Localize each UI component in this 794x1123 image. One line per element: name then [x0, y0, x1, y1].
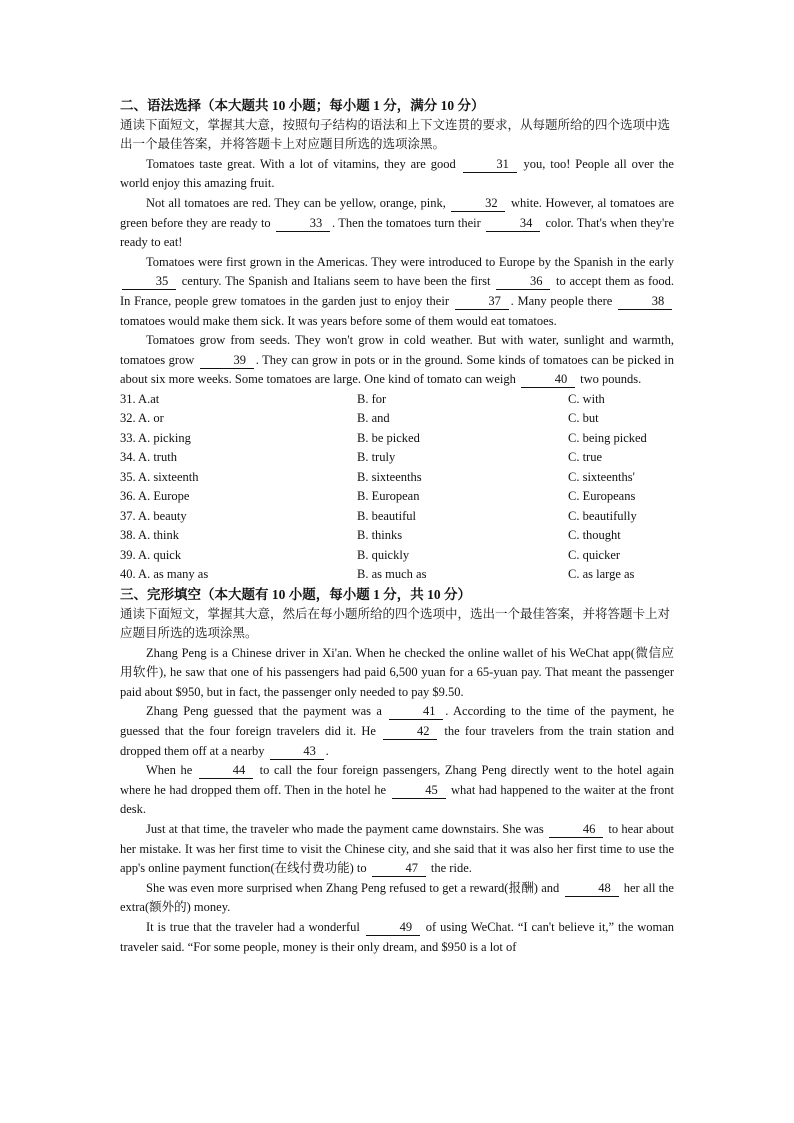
passage-text: color. That's when they're ready to eat! — [120, 215, 674, 250]
option-b: B. be picked — [357, 430, 420, 445]
passage-text: tomatoes would make them sick. It was years before some of them would eat tomatoes. — [120, 313, 557, 328]
options-list — [120, 390, 674, 585]
passage-text: the four travelers from the train station and dropped them off at a nearby — [120, 724, 674, 758]
option-c: C. thought — [568, 528, 621, 543]
option-c: C. being picked — [568, 430, 647, 445]
option-a: 37. A. beauty — [120, 508, 187, 523]
option-b: B. quickly — [357, 547, 410, 562]
passage-paragraph — [120, 761, 674, 820]
option-a: 34. A. truth — [120, 450, 177, 465]
section-2-instructions: 通读下面短文，掌握其大意，按照句子结构的语法和上下文连贯的要求，从每题所给的四个选项中选出一个最佳答案，并将答题卡上对应题目所选的选项涂黑。 — [120, 117, 671, 152]
option-c: C. as large as — [568, 567, 635, 582]
passage-text: you, too! People all over the world enjoy this amazing fruit. — [120, 156, 674, 191]
option-a: 35. A. sixteenth — [120, 469, 199, 484]
option-c: C. with — [568, 391, 605, 406]
option-b: B. beautiful — [357, 508, 417, 523]
option-c: C. beautifully — [568, 508, 637, 523]
section-3-instructions: 通读下面短文，掌握其大意，然后在每小题所给的四个选项中，选出一个最佳答案，并将答题卡上对应题目所选的选项涂黑。 — [120, 606, 671, 641]
option-c: C. true — [568, 450, 603, 465]
option-a: 33. A. picking — [120, 430, 191, 445]
option-row — [120, 448, 674, 468]
option-b: B. and — [357, 411, 390, 426]
option-row — [120, 468, 674, 488]
passage-text: her all the extra(额外的) money. — [120, 880, 674, 915]
passage-text: of using WeChat. “I can't believe it,” the woman traveler said. “For some people, money is their only dream, and $950 is a lot of — [120, 920, 674, 954]
passage-text: to call the four foreign passengers, Zhang Peng directly went to the hotel again where he had dropped them off. Then in the hotel he — [120, 763, 674, 797]
passage-paragraph — [120, 702, 674, 761]
passage-text: to accept them as food. In France, people grew tomatoes in the garden just to enjoy their — [120, 274, 674, 308]
option-row — [120, 546, 674, 566]
answer-blank: 39 — [200, 353, 254, 369]
option-b: B. as much as — [357, 567, 427, 582]
answer-blank: 46 — [549, 822, 603, 838]
option-row — [120, 565, 674, 585]
passage-text: Not all tomatoes are red. They can be yellow, orange, pink, — [146, 195, 450, 210]
passage-text: . Many people there — [510, 293, 616, 308]
passage-text: . They can grow in pots or in the ground. Some kinds of tomatoes can be picked in about six more weeks. Some tomatoes are large. One kind of tomato can weigh — [120, 352, 674, 387]
option-row — [120, 390, 674, 410]
option-a: 32. A. or — [120, 411, 164, 426]
answer-blank: 41 — [389, 704, 443, 720]
option-a: 40. A. as many as — [120, 567, 209, 582]
passage-text: . — [325, 743, 329, 758]
answer-blank: 35 — [122, 274, 176, 290]
passage-text: Zhang Peng is a Chinese driver in Xi'an. When he checked the online wallet of his WeChat app(微信应用软件), he saw that one of his passengers had paid 6,500 yuan for a 65-yuan pay. That meant the passenger paid about $950, but in fact, the passenger only needed to pay $9.50. — [120, 645, 674, 699]
answer-blank: 47 — [372, 861, 426, 877]
option-c: C. but — [568, 411, 599, 426]
option-b: B. European — [357, 489, 420, 504]
option-a: 39. A. quick — [120, 547, 182, 562]
answer-blank: 49 — [366, 920, 420, 936]
answer-blank: 31 — [463, 157, 517, 173]
option-row — [120, 526, 674, 546]
passage-text: what had happened to the waiter at the front desk. — [120, 782, 674, 817]
exam-page — [120, 96, 674, 957]
answer-blank: 36 — [496, 274, 550, 290]
option-b: B. for — [357, 391, 387, 406]
passage-paragraph — [120, 253, 674, 331]
option-row — [120, 429, 674, 449]
answer-blank: 45 — [392, 783, 446, 799]
passage-paragraph — [120, 644, 674, 703]
option-c: C. sixteenths' — [568, 469, 635, 484]
answer-blank: 37 — [455, 294, 509, 310]
passage-text: the ride. — [427, 861, 472, 876]
passage-text: Zhang Peng guessed that the payment was a — [146, 704, 388, 719]
passage-text: When he — [146, 763, 197, 778]
option-b: B. truly — [357, 450, 396, 465]
answer-blank: 48 — [565, 881, 619, 897]
passage-text: two pounds. — [576, 372, 642, 387]
option-a: 38. A. think — [120, 528, 180, 543]
answer-blank: 40 — [521, 372, 575, 388]
option-a: 31. A.at — [120, 391, 160, 406]
option-row — [120, 409, 674, 429]
passage-text: She was even more surprised when Zhang Peng refused to get a reward(报酬) and — [146, 880, 563, 895]
passage-text: Tomatoes were first grown in the Americas. They were introduced to Europe by the Spanish in the early — [146, 254, 674, 269]
option-row — [120, 487, 674, 507]
answer-blank: 44 — [199, 763, 253, 779]
passage-text: It is true that the traveler had a wonderful — [146, 920, 364, 934]
passage-paragraph — [120, 331, 674, 390]
option-c: C. Europeans — [568, 489, 636, 504]
option-row — [120, 507, 674, 527]
option-c: C. quicker — [568, 547, 621, 562]
passage-paragraph — [120, 820, 674, 879]
passage-text: . According to the time of the payment, he guessed that the four foreign travelers did it. He — [120, 704, 674, 739]
passage-text: . Then the tomatoes turn their — [332, 215, 485, 230]
passage-paragraph — [120, 879, 674, 918]
option-b: B. sixteenths — [357, 469, 422, 484]
passage-paragraph — [120, 918, 674, 957]
section-3-title: 三、完形填空（本大题有 10 小题，每小题 1 分，共 10 分） — [120, 586, 471, 602]
passage-text: Tomatoes taste great. With a lot of vitamins, they are good — [146, 156, 461, 171]
answer-blank: 43 — [270, 744, 324, 760]
passage-paragraph — [120, 155, 674, 194]
option-b: B. thinks — [357, 528, 403, 543]
answer-blank: 42 — [383, 724, 437, 740]
passage-text: to hear about her mistake. It was her first time to visit the Chinese city, and she said that it was also her first time to use the app's online payment function(在线付费功能) to — [120, 822, 674, 876]
passage-paragraph — [120, 194, 674, 253]
answer-blank: 32 — [451, 196, 505, 212]
passage-text: white. However, al tomatoes are green before they are ready to — [120, 195, 674, 230]
passage-text: Just at that time, the traveler who made the payment came downstairs. She was — [146, 822, 548, 837]
answer-blank: 34 — [486, 216, 540, 232]
passage-text: Tomatoes grow from seeds. They won't grow in cold weather. But with water, sunlight and warmth, tomatoes grow — [120, 333, 674, 367]
passage-text: century. The Spanish and Italians seem to have been the first — [178, 274, 495, 289]
answer-blank: 38 — [618, 294, 672, 310]
option-a: 36. A. Europe — [120, 489, 190, 504]
section-2-title: 二、语法选择（本大题共 10 小题；每小题 1 分，满分 10 分） — [120, 98, 485, 113]
answer-blank: 33 — [276, 216, 330, 232]
